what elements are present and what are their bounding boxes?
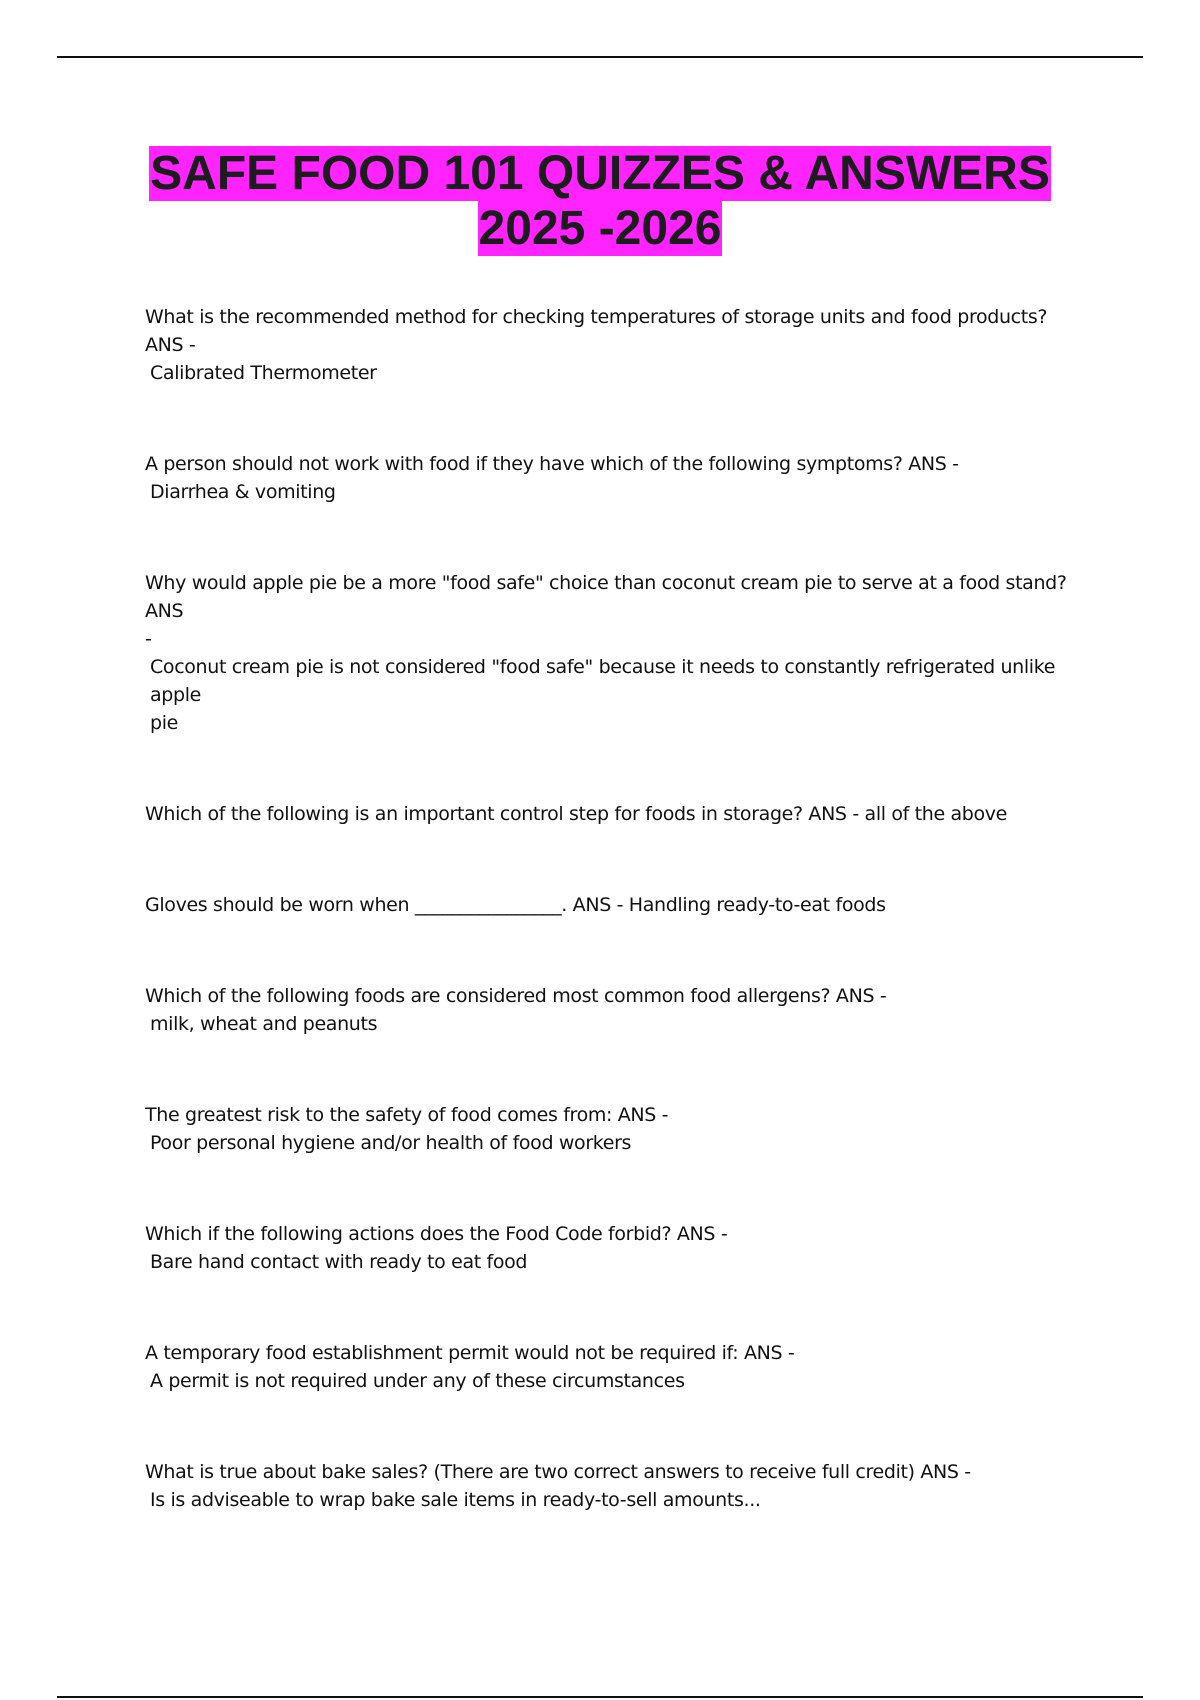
title-line-1: SAFE FOOD 101 QUIZZES & ANSWERS	[150, 147, 1050, 200]
question-text: Why would apple pie be a more "food safe" choice than coconut cream pie to serve at a food stand? ANS	[145, 572, 1067, 622]
qa-item	[145, 891, 1090, 919]
question-text: What is the recommended method for checking temperatures of storage units and food products? ANS -	[145, 306, 1048, 356]
answer-text: Poor personal hygiene and/or health of food workers	[150, 1132, 632, 1154]
qa-list	[145, 303, 1090, 1514]
qa-item	[145, 1339, 1090, 1395]
bottom-rule	[57, 1696, 1143, 1698]
qa-item	[145, 1220, 1090, 1276]
answer-text: A permit is not required under any of these circumstances	[150, 1370, 685, 1392]
qa-item	[145, 800, 1090, 828]
answer-text-continued: pie	[150, 712, 178, 734]
answer-text: milk, wheat and peanuts	[150, 1013, 378, 1035]
qa-item	[145, 982, 1090, 1038]
top-rule	[57, 56, 1143, 58]
qa-item	[145, 1458, 1090, 1514]
answer-text: Bare hand contact with ready to eat food	[150, 1251, 528, 1273]
qa-item	[145, 1101, 1090, 1157]
question-text: A person should not work with food if they have which of the following symptoms? ANS -	[145, 453, 959, 475]
title-line-2: 2025 -2026	[478, 202, 722, 255]
qa-item	[145, 569, 1090, 737]
qa-item	[145, 303, 1090, 387]
answer-text: Coconut cream pie is not considered "food safe" because it needs to constantly refrigerated unlike apple	[150, 656, 1056, 706]
question-text: A temporary food establishment permit would not be required if: ANS -	[145, 1342, 795, 1364]
question-text: What is true about bake sales? (There are two correct answers to receive full credit) ANS -	[145, 1461, 971, 1483]
answer-text: Diarrhea & vomiting	[150, 481, 336, 503]
qa-item	[145, 450, 1090, 506]
document-title	[60, 146, 1140, 256]
question-text: The greatest risk to the safety of food comes from: ANS -	[145, 1104, 669, 1126]
question-text: Gloves should be worn when ________________. ANS - Handling ready-to-eat foods	[145, 894, 886, 916]
answer-dash: -	[145, 628, 152, 650]
question-text: Which of the following is an important control step for foods in storage? ANS - all of the above	[145, 803, 1007, 825]
question-text: Which of the following foods are considered most common food allergens? ANS -	[145, 985, 887, 1007]
question-text: Which if the following actions does the Food Code forbid? ANS -	[145, 1223, 728, 1245]
answer-text: Is is adviseable to wrap bake sale items in ready-to-sell amounts...	[150, 1489, 761, 1511]
answer-text: Calibrated Thermometer	[150, 362, 377, 384]
